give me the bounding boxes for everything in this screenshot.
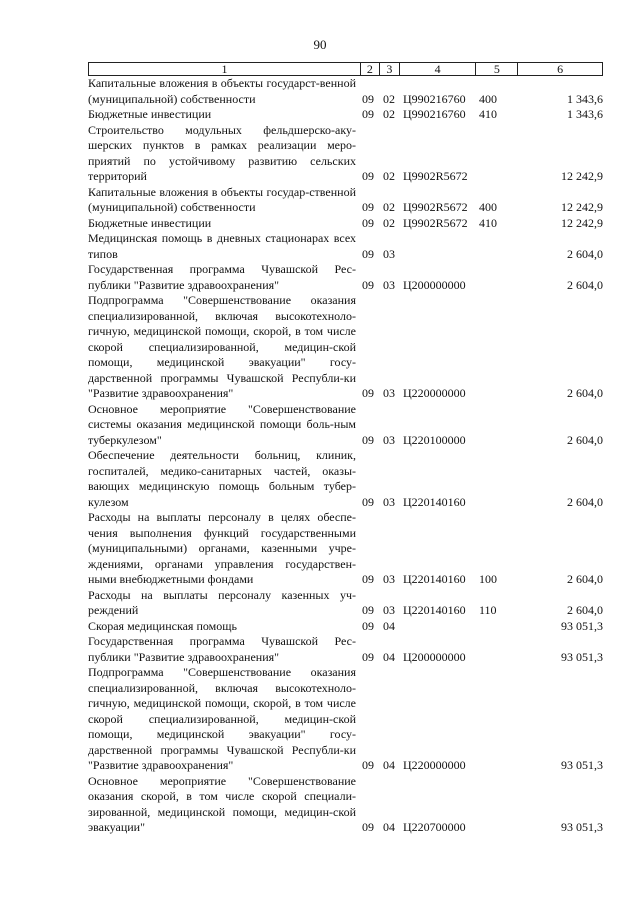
table-body [88,76,603,836]
row-expense-type: 400 [479,200,497,214]
row-amount: 2 604,0 [567,246,603,261]
row-subsection: 03 [383,603,395,617]
row-amount: 93 051,3 [561,820,603,834]
table-row [88,107,603,123]
row-section: 09 [362,494,374,509]
row-target-article: Ц220000000 [403,386,466,400]
row-subsection: 02 [383,169,395,183]
row-section: 09 [362,432,374,447]
row-expense-type: 410 [479,107,497,121]
row-target-article: Ц9902R5672 [403,215,468,230]
row-name: Основное мероприятие "Совершенствование оказания скорой, в том числе скорой специали-зированной, медицинской помощи, медицин-ской эвакуации" [88,773,356,834]
row-subsection: 03 [383,572,395,586]
row-subsection: 03 [383,277,395,292]
row-target-article: Ц220700000 [403,820,466,834]
table-row [88,123,603,185]
row-section: 09 [362,618,374,633]
row-section: 09 [362,277,374,292]
row-target-article: Ц220000000 [403,758,466,772]
row-section: 09 [362,758,374,772]
row-expense-type: 400 [479,91,497,106]
row-amount: 2 604,0 [567,386,603,400]
header-col-3: 3 [379,63,399,75]
row-subsection: 02 [383,200,395,214]
table-row [88,185,603,216]
row-amount: 1 343,6 [567,107,603,121]
row-section: 09 [362,386,374,400]
row-subsection: 02 [383,91,395,106]
row-subsection: 02 [383,107,395,121]
row-name: Подпрограмма "Совершенствование оказания специализированной, включая высокотехноло-гичную, медицинской помощи, скорой, в том числе скорой специализированной, медицин-ской помощи, медицинской эвакуации" госу-дарственной программы Чувашской Республи-ки "Развитие здравоохранения" [88,665,356,772]
table-row [88,293,603,402]
row-name: Расходы на выплаты персоналу казенных уч-реждений [88,587,356,617]
row-subsection: 04 [383,618,395,633]
header-col-1: 1 [221,62,228,76]
table-row [88,510,603,588]
row-name: Капитальные вложения в объекты государ-ственной (муниципальной) собственности [88,184,356,214]
row-section: 09 [362,200,374,214]
row-name: Скорая медицинская помощь [88,618,237,633]
row-name: Расходы на выплаты персоналу в целях обеспе-чения выполнения функций государственными (муниципальными) органами, казенными учре-ждениями, органами управления государствен-ными внебюджетными фондами [88,510,356,586]
row-amount: 2 604,0 [567,494,603,509]
row-target-article: Ц200000000 [403,277,466,292]
table-row [88,665,603,774]
table-row [88,588,603,619]
row-amount: 2 604,0 [567,572,603,586]
row-subsection: 03 [383,246,395,261]
row-amount: 93 051,3 [561,618,603,633]
row-expense-type: 110 [479,603,497,617]
row-name: Бюджетные инвестиции [88,215,212,230]
page-number: 90 [313,37,327,52]
row-expense-type: 100 [479,572,497,586]
table-row [88,619,603,635]
row-target-article: Ц200000000 [403,649,466,664]
row-name: Медицинская помощь в дневных стационарах всех типов [88,231,356,261]
row-target-article: Ц9902R5672 [403,169,468,183]
row-section: 09 [362,649,374,664]
row-section: 09 [362,572,374,586]
row-section: 09 [362,603,374,617]
row-expense-type: 410 [479,215,497,230]
row-subsection: 02 [383,215,395,230]
row-amount: 2 604,0 [567,432,603,447]
row-subsection: 03 [383,386,395,400]
row-amount: 1 343,6 [567,91,603,106]
row-section: 09 [362,91,374,106]
row-name: Капитальные вложения в объекты государст-венной (муниципальной) собственности [88,76,356,106]
row-subsection: 04 [383,758,395,772]
row-target-article: Ц9902R5672 [403,200,468,214]
table-row [88,634,603,665]
table-row [88,448,603,510]
row-amount: 12 242,9 [561,200,603,214]
row-amount: 2 604,0 [567,603,603,617]
header-col-2: 2 [360,63,379,75]
header-col-6: 6 [517,63,602,75]
table-row [88,216,603,232]
row-target-article: Ц990216760 [403,91,466,106]
row-amount: 12 242,9 [561,169,603,183]
row-name: Бюджетные инвестиции [88,107,212,121]
table-row [88,774,603,836]
header-col-4: 4 [399,63,476,75]
row-name: Обеспечение деятельности больниц, клиник, госпиталей, медико-санитарных частей, оказы-вающих медицинскую помощь больным тубер-кулезом [88,448,356,509]
row-section: 09 [362,169,374,183]
row-target-article: Ц220140160 [403,494,466,509]
row-subsection: 04 [383,649,395,664]
row-amount: 2 604,0 [567,277,603,292]
row-target-article: Ц220140160 [403,603,466,617]
row-amount: 93 051,3 [561,758,603,772]
row-subsection: 03 [383,432,395,447]
row-section: 09 [362,215,374,230]
row-section: 09 [362,107,374,121]
row-amount: 93 051,3 [561,649,603,664]
row-target-article: Ц220100000 [403,432,466,447]
row-subsection: 04 [383,820,395,834]
row-name: Строительство модульных фельдшерско-аку-шерских пунктов в рамках реализации меро-приятий по устойчивому развитию сельских территорий [88,122,356,183]
row-name: Подпрограмма "Совершенствование оказания специализированной, включая высокотехноло-гичную, медицинской помощи, скорой, в том числе скорой специализированной, медицин-ской помощи, медицинской эвакуации" госу-дарственной программы Чувашской Республи-ки "Развитие здравоохранения" [88,293,356,400]
budget-table [88,62,603,836]
table-row [88,402,603,449]
table-row [88,262,603,293]
row-name: Государственная программа Чувашской Рес-публики "Развитие здравоохранения" [88,634,356,664]
row-section: 09 [362,820,374,834]
row-target-article: Ц990216760 [403,107,466,121]
table-header [88,62,603,76]
table-row [88,76,603,107]
header-col-5: 5 [475,63,517,75]
row-amount: 12 242,9 [561,215,603,230]
row-subsection: 03 [383,494,395,509]
row-section: 09 [362,246,374,261]
table-row [88,231,603,262]
row-target-article: Ц220140160 [403,572,466,586]
row-name: Основное мероприятие "Совершенствование системы оказания медицинской помощи боль-ным туберкулезом" [88,401,356,447]
row-name: Государственная программа Чувашской Рес-публики "Развитие здравоохранения" [88,262,356,292]
